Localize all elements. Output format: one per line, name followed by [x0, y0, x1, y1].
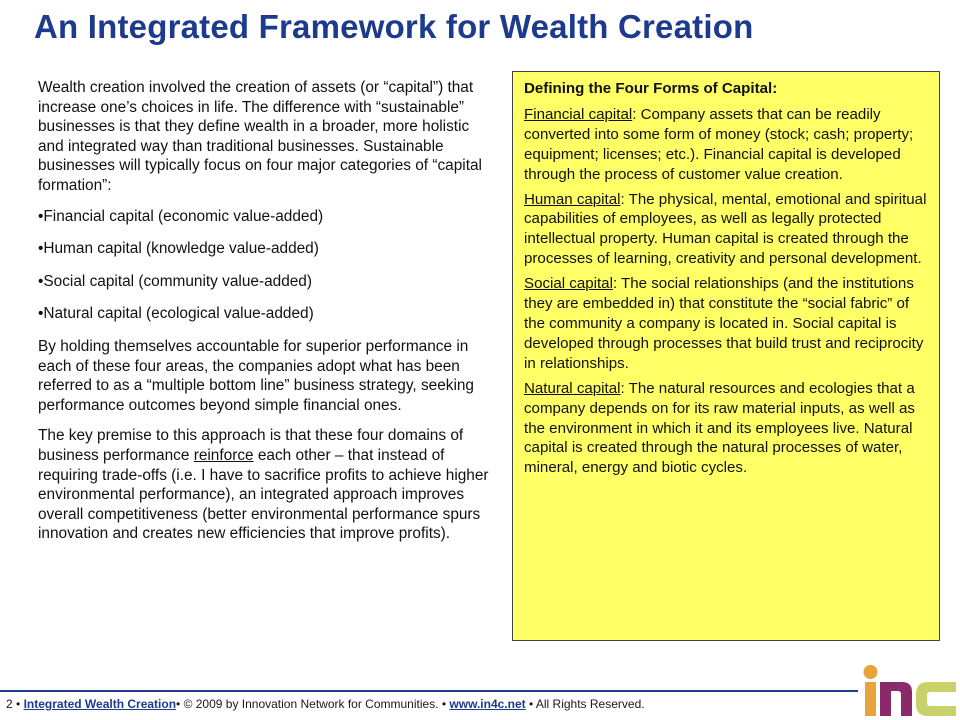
- intro-paragraph: Wealth creation involved the creation of assets (or “capital”) that increase one’s choices in life. The difference with “sustainable” businesses is that they define wealth in a broader, more holistic and integrated way than traditional businesses. Sustainable businesses will typically focus on four major categories of “capital formation”:: [38, 79, 482, 194]
- reinforce-emphasis: reinforce: [193, 446, 254, 464]
- capital-definitions-box: [512, 71, 940, 641]
- footer: [6, 697, 645, 711]
- term-natural-capital: Natural capital: [524, 379, 621, 397]
- footer-divider: [0, 690, 858, 692]
- left-text-column: [38, 78, 490, 555]
- footer-link-website[interactable]: www.in4c.net: [449, 697, 526, 711]
- bullet-human: •Human capital (knowledge value-added): [38, 240, 319, 258]
- definition-human-capital: Human capital: The physical, mental, emotional and spiritual capabilities of employees, as well as legally protected intellectual property. Human capital is created through the processes of learning, creativity and personal development.: [524, 190, 927, 268]
- term-human-capital: Human capital: [524, 190, 621, 208]
- footer-rights: • All Rights Reserved.: [529, 697, 645, 711]
- key-premise-paragraph: The key premise to this approach is that these four domains of business performance reinforce each other – that instead of requiring trade-offs (i.e. I have to sacrifice profits to achieve higher environmental performance), an integrated approach improves overall competitiveness (better environmental performance spurs innovation and creates new efficiencies that improve profits).: [38, 427, 489, 543]
- page-number: 2 •: [6, 697, 21, 711]
- bullet-social: •Social capital (community value-added): [38, 272, 312, 290]
- footer-copyright: • © 2009 by Innovation Network for Communities. •: [176, 697, 447, 711]
- definition-financial-capital: Financial capital: Company assets that can be readily converted into some form of money (stock; cash; property; equipment; licenses; etc.). Financial capital is developed through the process of customer value creation.: [524, 105, 914, 183]
- definitions-heading: Defining the Four Forms of Capital:: [524, 80, 778, 97]
- footer-link-integrated-wealth-creation[interactable]: Integrated Wealth Creation: [23, 697, 177, 711]
- term-social-capital: Social capital: [524, 275, 613, 293]
- definition-social-capital: Social capital: The social relationships (and the institutions they are embedded in) that constitute the “social fabric” of the community a company is located in. Social capital is developed through processes that build trust and reciprocity in relationships.: [524, 275, 924, 372]
- multiple-bottom-line-paragraph: By holding themselves accountable for superior performance in each of these four areas, the companies adopt what has been referred to as a “multiple bottom line” business strategy, seeking performance outcomes beyond simple financial ones.: [38, 337, 474, 414]
- term-financial-capital: Financial capital: [524, 105, 633, 123]
- definition-natural-capital: Natural capital: The natural resources and ecologies that a company depends on for its raw material inputs, as well as the environment in which it and its employees live. Natural capital is created through the natural processes of water, mineral, energy and biotic cycles.: [524, 379, 915, 477]
- inc-logo: [862, 660, 958, 718]
- page-title: An Integrated Framework for Wealth Creation: [34, 8, 754, 45]
- bullet-financial: •Financial capital (economic value-added): [38, 207, 324, 225]
- bullet-natural: •Natural capital (ecological value-added): [38, 305, 314, 323]
